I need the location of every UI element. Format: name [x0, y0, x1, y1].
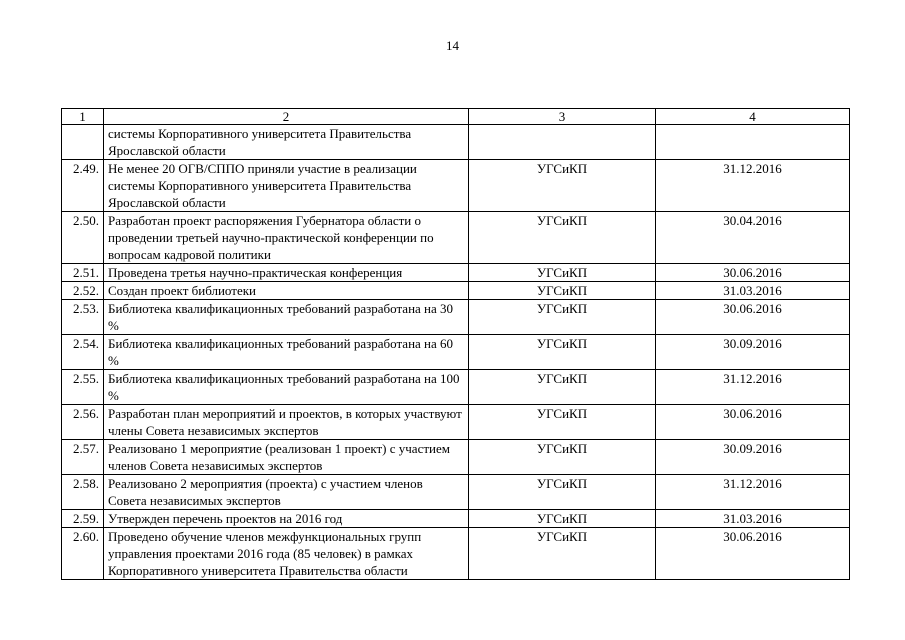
- row-responsible: УГСиКП: [469, 405, 656, 440]
- row-responsible: УГСиКП: [469, 440, 656, 475]
- page-number: 14: [446, 38, 459, 53]
- table-row: [62, 510, 850, 528]
- row-responsible: УГСиКП: [469, 264, 656, 282]
- table-row: [62, 440, 850, 475]
- row-description: Проведена третья научно-практическая конференция: [104, 264, 469, 282]
- row-description: системы Корпоративного университета Правительства Ярославской области: [104, 125, 469, 160]
- row-responsible: УГСиКП: [469, 212, 656, 264]
- row-description: Реализовано 1 мероприятие (реализован 1 проект) с участием членов Совета независимых экспертов: [104, 440, 469, 475]
- row-number: 2.55.: [62, 370, 104, 405]
- row-number: 2.49.: [62, 160, 104, 212]
- row-description: Не менее 20 ОГВ/СППО приняли участие в реализации системы Корпоративного университета Правительства Ярославской области: [104, 160, 469, 212]
- row-responsible: УГСиКП: [469, 160, 656, 212]
- row-number: 2.57.: [62, 440, 104, 475]
- table-row: [62, 370, 850, 405]
- row-description: Создан проект библиотеки: [104, 282, 469, 300]
- table-row: [62, 300, 850, 335]
- row-responsible: УГСиКП: [469, 528, 656, 580]
- row-responsible: УГСиКП: [469, 335, 656, 370]
- document-table: [61, 108, 850, 580]
- row-date: [656, 125, 850, 160]
- row-date: 31.03.2016: [656, 282, 850, 300]
- header-cell-1: 1: [62, 109, 104, 125]
- row-description: Разработан проект распоряжения Губернатора области о проведении третьей научно-практической конференции по вопросам кадровой политики: [104, 212, 469, 264]
- row-date: 30.06.2016: [656, 264, 850, 282]
- row-number: 2.58.: [62, 475, 104, 510]
- row-date: 30.06.2016: [656, 528, 850, 580]
- row-responsible: УГСиКП: [469, 475, 656, 510]
- table-row: [62, 160, 850, 212]
- row-responsible: [469, 125, 656, 160]
- header-cell-4: 4: [656, 109, 850, 125]
- row-date: 31.12.2016: [656, 370, 850, 405]
- table-row: [62, 264, 850, 282]
- row-responsible: УГСиКП: [469, 510, 656, 528]
- row-date: 31.03.2016: [656, 510, 850, 528]
- row-date: 31.12.2016: [656, 475, 850, 510]
- row-number: 2.52.: [62, 282, 104, 300]
- row-number: 2.59.: [62, 510, 104, 528]
- row-date: 30.06.2016: [656, 405, 850, 440]
- header-cell-2: 2: [104, 109, 469, 125]
- row-date: 30.06.2016: [656, 300, 850, 335]
- table-row: [62, 212, 850, 264]
- table-row: [62, 335, 850, 370]
- row-description: Утвержден перечень проектов на 2016 год: [104, 510, 469, 528]
- header-cell-3: 3: [469, 109, 656, 125]
- row-number: [62, 125, 104, 160]
- table-row: [62, 405, 850, 440]
- row-description: Реализовано 2 мероприятия (проекта) с участием членов Совета независимых экспертов: [104, 475, 469, 510]
- row-description: Библиотека квалификационных требований разработана на 30 %: [104, 300, 469, 335]
- row-responsible: УГСиКП: [469, 300, 656, 335]
- row-number: 2.51.: [62, 264, 104, 282]
- row-date: 30.09.2016: [656, 440, 850, 475]
- row-number: 2.53.: [62, 300, 104, 335]
- row-number: 2.50.: [62, 212, 104, 264]
- row-description: Библиотека квалификационных требований разработана на 60 %: [104, 335, 469, 370]
- row-responsible: УГСиКП: [469, 370, 656, 405]
- row-responsible: УГСиКП: [469, 282, 656, 300]
- row-number: 2.54.: [62, 335, 104, 370]
- row-number: 2.56.: [62, 405, 104, 440]
- table-header-row: [62, 109, 850, 125]
- row-description: Библиотека квалификационных требований разработана на 100 %: [104, 370, 469, 405]
- table-row: [62, 125, 850, 160]
- row-description: Проведено обучение членов межфункциональных групп управления проектами 2016 года (85 человек) в рамках Корпоративного университета Правительства области: [104, 528, 469, 580]
- row-date: 30.04.2016: [656, 212, 850, 264]
- table-row: [62, 528, 850, 580]
- row-date: 30.09.2016: [656, 335, 850, 370]
- row-description: Разработан план мероприятий и проектов, в которых участвуют члены Совета независимых экспертов: [104, 405, 469, 440]
- table-row: [62, 282, 850, 300]
- row-number: 2.60.: [62, 528, 104, 580]
- table-row: [62, 475, 850, 510]
- row-date: 31.12.2016: [656, 160, 850, 212]
